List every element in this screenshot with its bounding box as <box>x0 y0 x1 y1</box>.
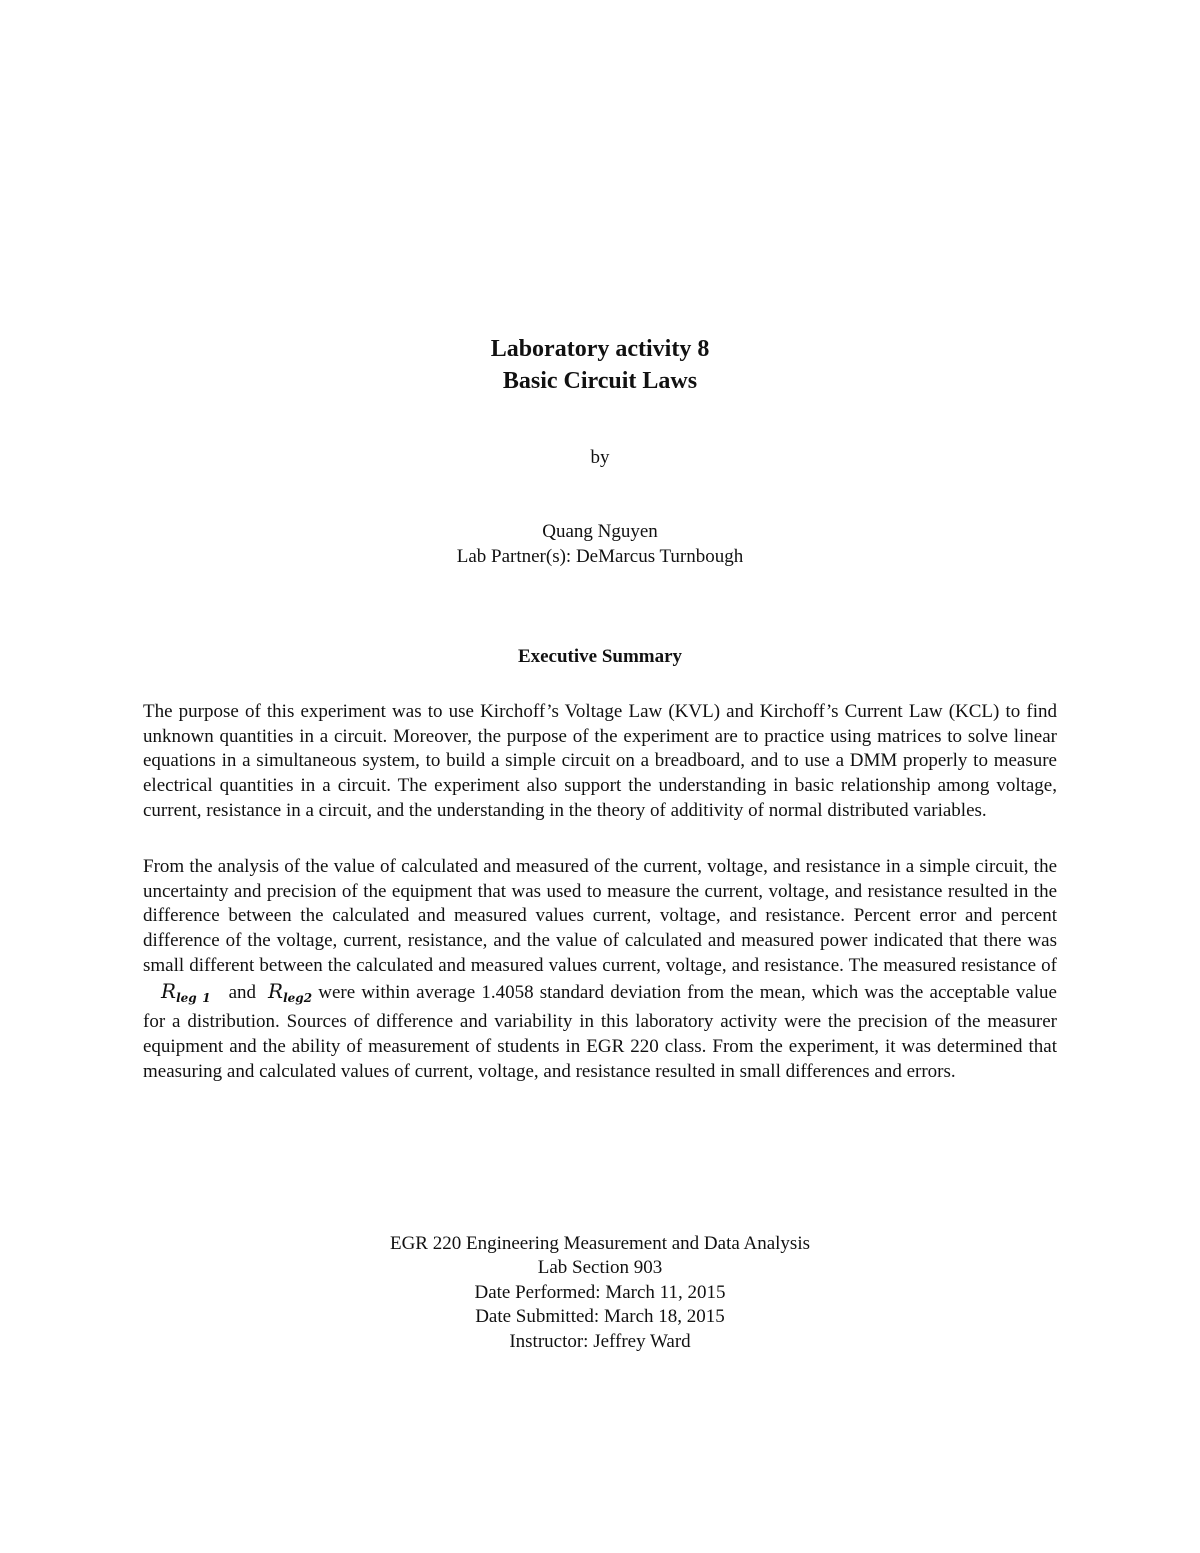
r-leg2-base: R <box>268 978 284 1003</box>
summary-paragraph-2 <box>143 855 1057 1084</box>
author-name: Quang Nguyen <box>542 521 658 542</box>
r-leg1-subscript: leg 1 <box>176 990 211 1005</box>
executive-summary-heading: Executive Summary <box>517 646 683 667</box>
paragraph-2-text-before: From the analysis of the value of calculated and measured of the current, voltage, and resistance in a simple circuit, the uncertainty and precision of the equipment that was used to measure the current, voltage, and resistance resulted in the difference between the calculated and measured values current, voltage, and resistance. Percent error and percent difference of the voltage, current, resistance, and the value of calculated and measured power indicated that there was small different between the calculated and measured values current, voltage, and resistance. The measured resistance of <box>143 856 1057 976</box>
and-text: and <box>228 981 257 1003</box>
report-subtitle: Basic Circuit Laws <box>502 368 698 394</box>
r-leg1-base: R <box>161 978 177 1003</box>
instructor-name: Instructor: Jeffrey Ward <box>509 1331 691 1352</box>
course-name: EGR 220 Engineering Measurement and Data Analysis <box>389 1233 810 1254</box>
report-title: Laboratory activity 8 <box>490 336 710 362</box>
r-leg2-subscript: leg2 <box>283 990 313 1005</box>
lab-section: Lab Section 903 <box>537 1257 663 1278</box>
r-leg1-symbol <box>161 978 211 1005</box>
by-line: by <box>590 447 610 468</box>
lab-partners: Lab Partner(s): DeMarcus Turnbough <box>456 546 744 567</box>
summary-paragraph-1: The purpose of this experiment was to use Kirchoff’s Voltage Law (KVL) and Kirchoff’s Current Law (KCL) to find unknown quantities in a circuit. Moreover, the purpose of the experiment are to practice using matrices to solve linear equations in a simultaneous system, to build a simple circuit on a breadboard, and to use a DMM properly to measure electrical quantities in a circuit. The experiment also support the understanding in basic relationship among voltage, current, resistance in a circuit, and the understanding in the theory of additivity of normal distributed variables. <box>143 701 1057 821</box>
paragraph-2-text-after: were within average 1.4058 standard deviation from the mean, which was the acceptable value for a distribution. Sources of difference and variability in this laboratory activity were the precision of the measurer equipment and the ability of measurement of students in EGR 220 class. From the experiment, it was determined that measuring and calculated values of current, voltage, and resistance resulted in small differences and errors. <box>143 981 1057 1082</box>
r-leg2-symbol <box>268 978 313 1005</box>
date-performed: Date Performed: March 11, 2015 <box>474 1282 726 1303</box>
date-submitted: Date Submitted: March 18, 2015 <box>475 1306 725 1327</box>
